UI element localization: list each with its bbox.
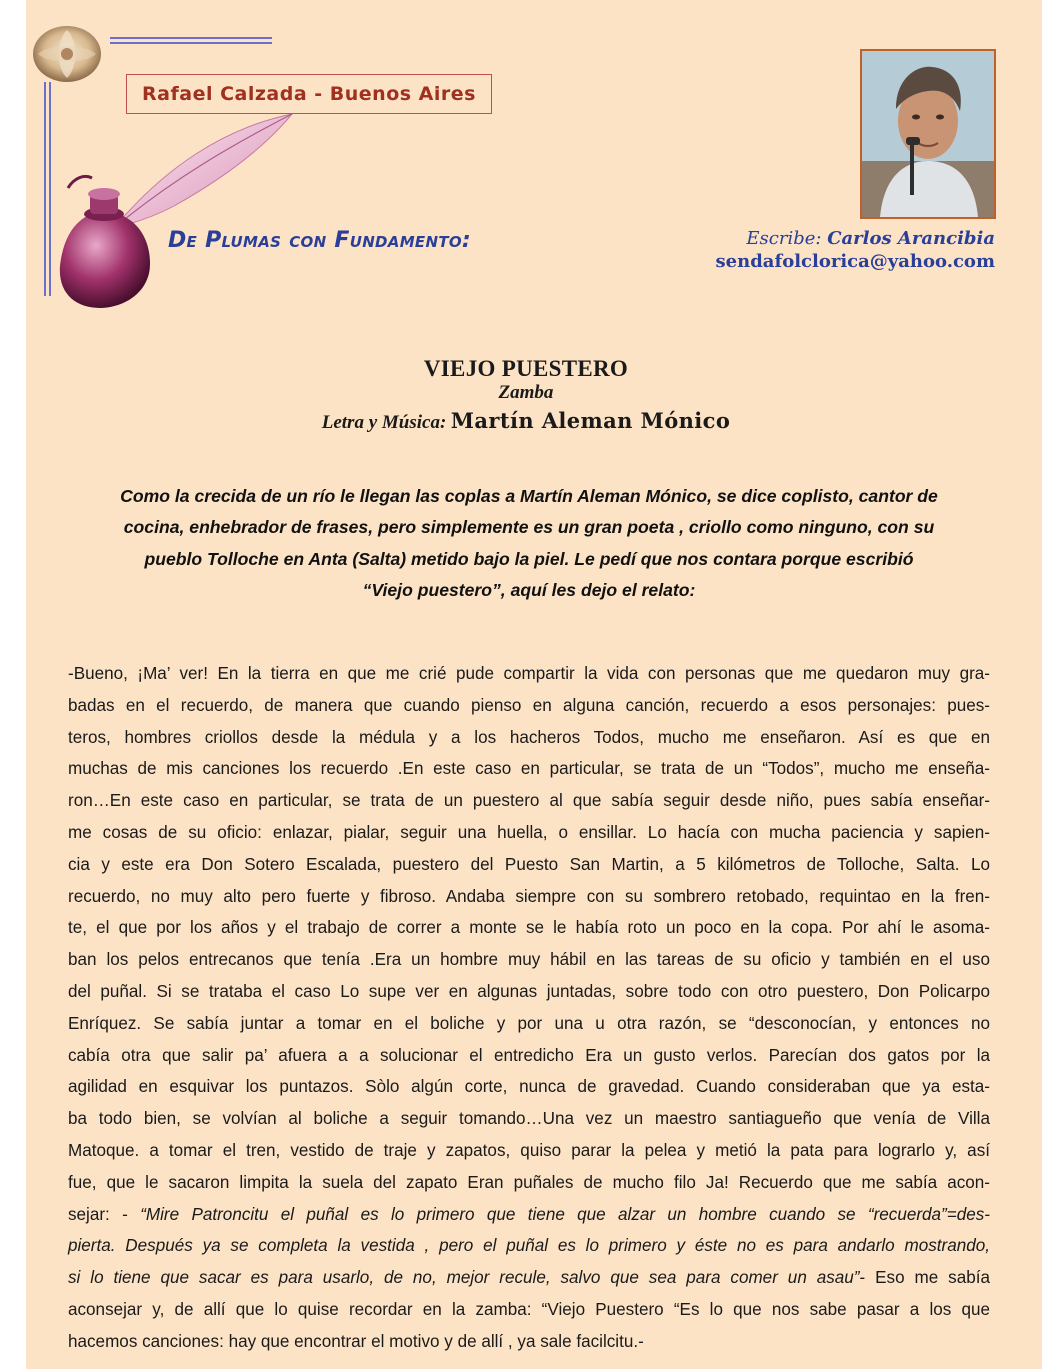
- body-segment: aconsejar y, de allí que lo quise recordar en la zamba: “Viejo Puestero “Es lo que nos sabe pasar a los que: [68, 1299, 990, 1319]
- quoted-advice-text: pierta. Después ya se completa la vestida , pero el puñal es lo primero y éste no es para andarlo mostrando,: [68, 1236, 990, 1256]
- song-genre: Zamba: [498, 382, 554, 403]
- body-segment: recuerdo, no muy alto pero fuerte y fibroso. Andaba siempre con su sombrero retobado, requintao en la fren-: [68, 886, 990, 906]
- intro-line: pueblo Tolloche en Anta (Salta) metido bajo la piel. Le pedí que nos contara porque escribió: [144, 548, 914, 569]
- body-segment: cabía otra que salir pa’ afuera a a solucionar el entredicho Era un gusto verlos. Parecían dos gatos por la: [68, 1045, 990, 1065]
- portrait-illustration: [862, 51, 994, 217]
- author-location-box: [126, 74, 492, 114]
- body-line: [68, 944, 990, 976]
- body-segment: hacemos canciones: hay que encontrar el motivo y de allí , ya sale facilcitu.-: [68, 1331, 644, 1351]
- byline: [716, 228, 995, 274]
- body-line: [68, 785, 990, 817]
- body-segment: muchas de mis canciones los recuerdo .En este caso en particular, se trata de un “Todos”, mucho me enseña-: [68, 759, 990, 779]
- body-segment: Enríquez. Se sabía juntar a tomar en el boliche y por una u otra razón, se “desconocían, y entonces no: [68, 1013, 990, 1033]
- body-line: [68, 1135, 990, 1167]
- body-segment: ba todo bien, se volvían al boliche a seguir tomando…Una vez un maestro santiagueño que venía de Villa: [68, 1109, 990, 1129]
- body-line: [68, 1103, 990, 1135]
- body-segment: del puñal. Si se trataba el caso Lo supe ver en algunas juntadas, sobre todo con otro puestero, Don Policarpo: [68, 981, 990, 1001]
- body-text: [68, 658, 990, 1358]
- body-line: [68, 1071, 990, 1103]
- byline-name: Carlos Arancibia: [827, 228, 995, 249]
- body-line: [68, 1326, 990, 1358]
- header-rule-top: [110, 37, 272, 39]
- body-segment: sejar: -: [68, 1204, 141, 1224]
- credit-label: Letra y Música:: [321, 412, 447, 433]
- quoted-advice-text: si lo tiene que sacar es para usarlo, de no, mejor recule, salvo que sea para comer un asau”: [68, 1268, 860, 1288]
- rosette-ornament-icon: [30, 22, 104, 86]
- body-segment: fue, que le sacaron limpita la suela del zapato Eran puñales de mucho filo Ja! Recuerdo que me sabía acon-: [68, 1172, 990, 1192]
- body-line: [68, 1294, 990, 1326]
- body-segment: me cosas de su oficio: enlazar, pialar, seguir una huella, o ensillar. Lo hacía con mucha paciencia y sapien-: [68, 822, 990, 842]
- body-line: [68, 1167, 990, 1199]
- body-segment: badas en el recuerdo, de manera que cuando pienso en alguna canción, recuerdo a esos personajes: pues-: [68, 695, 990, 715]
- body-segment: te, el que por los años y el trabajo de correr a monte se le había roto un poco en la copa. Por ahí le asoma-: [68, 918, 990, 938]
- byline-prefix: Escribe:: [746, 228, 822, 249]
- byline-writer: [716, 228, 995, 250]
- header-rule-top-2: [110, 42, 272, 44]
- body-segment: ban los pelos entrecanos que tenía .Era un hombre muy hábil en las tareas de su oficio y también en el uso: [68, 950, 990, 970]
- intro-line: cocina, enhebrador de frases, pero simplemente es un gran poeta , criollo como ninguno, con su: [123, 517, 935, 538]
- body-line: [68, 976, 990, 1008]
- body-segment: agilidad en esquivar los puntazos. Sòlo algún corte, nunca de gravedad. Cuando consideraban que ya esta-: [68, 1077, 990, 1097]
- body-segment: Matoque. a tomar el tren, vestido de traje y zapatos, quiso parar la pelea y metió la pata para lograrlo y, así: [68, 1140, 990, 1160]
- margin-rule-left: [44, 82, 46, 296]
- quoted-advice-text: “Mire Patroncitu el puñal es lo primero que tiene que alzar un hombre cuando se “recuerda”=des-: [140, 1204, 990, 1224]
- body-line: [68, 881, 990, 913]
- body-segment: cia y este era Don Sotero Escalada, puestero del Puesto San Martin, a 5 kilómetros de Tolloche, Salta. Lo: [68, 854, 990, 874]
- body-segment: ron…En este caso en particular, se trata de un puestero al que sabía seguir desde niño, pues sabía enseñar-: [68, 791, 990, 811]
- body-line: [68, 658, 990, 690]
- credit-name: Martín Aleman Mónico: [450, 408, 731, 433]
- body-line: [68, 1230, 990, 1262]
- song-title: VIEJO PUESTERO: [423, 356, 629, 381]
- quill-inkwell-icon: [54, 108, 314, 314]
- intro-line: Como la crecida de un río le llegan las coplas a Martín Aleman Mónico, se dice coplisto, cantor de: [120, 486, 938, 506]
- body-line: [68, 753, 990, 785]
- intro-paragraph: [66, 481, 992, 606]
- body-line: [68, 1040, 990, 1072]
- body-line: [68, 817, 990, 849]
- body-line: [68, 690, 990, 722]
- body-line: [68, 912, 990, 944]
- body-segment: -Bueno, ¡Ma’ ver! En la tierra en que me crié pude compartir la vida con personas que me quedaron muy gra-: [68, 664, 990, 683]
- body-segment: teros, hombres criollos desde la médula y a los hacheros Todos, mucho me enseñaron. Así es que en: [68, 727, 990, 747]
- margin-rule-left-2: [49, 82, 51, 296]
- song-credit: [0, 408, 1052, 434]
- body-line: [68, 1262, 990, 1294]
- column-title: De Plumas con Fundamento:: [168, 228, 472, 253]
- body-line: [68, 1008, 990, 1040]
- body-line: [68, 722, 990, 754]
- body-line: [68, 1199, 990, 1231]
- body-line: [68, 849, 990, 881]
- byline-email[interactable]: sendafolclorica@yahoo.com: [715, 251, 995, 272]
- intro-line: “Viejo puestero”, aquí les dejo el relato:: [362, 579, 696, 600]
- author-portrait: [860, 49, 996, 219]
- author-location-text: Rafael Calzada - Buenos Aires: [142, 83, 476, 105]
- body-segment: - Eso me sabía: [859, 1268, 990, 1288]
